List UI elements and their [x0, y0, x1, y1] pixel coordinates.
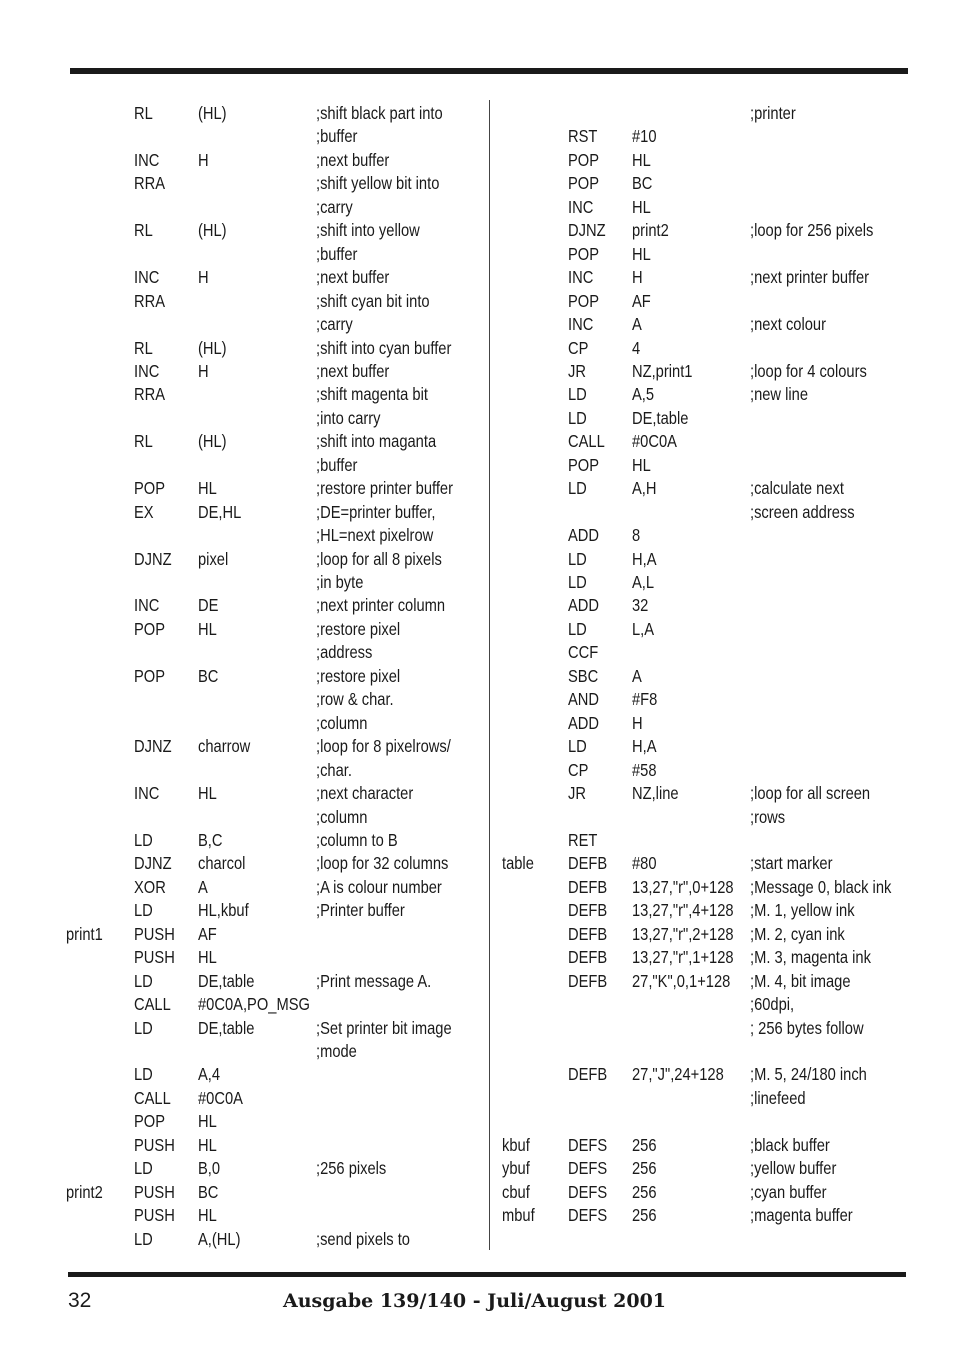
listing-comment: ;M. 1, yellow ink — [750, 900, 855, 921]
listing-opcode: RL — [134, 337, 153, 358]
listing-opcode: RRA — [134, 290, 166, 311]
listing-operand: A — [632, 665, 642, 686]
listing-comment: ;A is colour number — [316, 876, 442, 897]
listing-comment: ;M. 5, 24/180 inch — [750, 1064, 867, 1085]
listing-comment: ;char. — [316, 759, 352, 780]
listing-operand: #0C0A — [198, 1087, 243, 1108]
listing-operand: BC — [198, 1181, 219, 1202]
listing-comment: ;DE=printer buffer, — [316, 501, 436, 522]
listing-operand: #58 — [632, 759, 657, 780]
listing-opcode: LD — [134, 1017, 153, 1038]
listing-comment: ;into carry — [316, 407, 381, 428]
listing-opcode: RL — [134, 103, 153, 123]
listing-opcode: CP — [568, 759, 589, 780]
listing-comment: ;screen address — [750, 501, 855, 522]
listing-comment: ;loop for 32 columns — [316, 853, 449, 874]
listing-comment: ;shift into cyan buffer — [316, 337, 452, 358]
listing-comment: ;start marker — [750, 853, 833, 874]
listing-comment: ;HL=next pixelrow — [316, 525, 434, 546]
listing-opcode: LD — [134, 970, 153, 991]
listing-opcode: ADD — [568, 525, 600, 546]
listing-opcode: LD — [568, 618, 587, 639]
listing-operand: #0C0A — [632, 431, 677, 452]
listing-operand: B,0 — [198, 1158, 221, 1179]
listing-opcode: CP — [568, 337, 589, 358]
listing-opcode: RRA — [134, 173, 166, 194]
listing-opcode: POP — [568, 149, 600, 170]
listing-opcode: POP — [134, 478, 166, 499]
listing-operand: NZ,print1 — [632, 360, 693, 381]
listing-operand: AF — [632, 290, 651, 311]
listing-comment: ;M. 2, cyan ink — [750, 923, 845, 944]
listing-opcode: DEFS — [568, 1205, 608, 1226]
listing-comment: ;shift into yellow — [316, 220, 420, 241]
listing-operand: print2 — [632, 220, 669, 241]
listing-operand: HL — [632, 196, 651, 217]
listing-operand: HL — [198, 618, 217, 639]
listing-opcode: AND — [568, 689, 600, 710]
listing-opcode: ADD — [568, 595, 600, 616]
listing-comment: ;next printer column — [316, 595, 446, 616]
listing-comment: ;printer — [750, 103, 796, 123]
listing-operand: A,4 — [198, 1064, 221, 1085]
listing-operand: H — [632, 712, 643, 733]
listing-operand: H — [198, 149, 209, 170]
listing-comment: ;column to B — [316, 829, 398, 850]
listing-operand: HL — [198, 1205, 217, 1226]
listing-opcode: DEFB — [568, 876, 608, 897]
listing-operand: HL — [198, 1134, 217, 1155]
listing-opcode: POP — [134, 618, 166, 639]
listing-operand: HL — [632, 454, 651, 475]
listing-comment: ;address — [316, 642, 373, 663]
listing-operand: A,H — [632, 478, 657, 499]
listing-opcode: RST — [568, 126, 598, 147]
listing-opcode: PUSH — [134, 1205, 175, 1226]
listing-opcode: PUSH — [134, 1134, 175, 1155]
listing-comment: ; 256 bytes follow — [750, 1017, 864, 1038]
listing-operand: A — [198, 876, 208, 897]
top-rule — [70, 68, 908, 74]
listing-operand: H,A — [632, 736, 657, 757]
listing-label: ybuf — [502, 1158, 530, 1179]
listing-opcode: LD — [134, 1158, 153, 1179]
listing-operand: DE — [198, 595, 219, 616]
listing-operand: DE,table — [632, 407, 689, 428]
issue-title: Ausgabe 139/140 - Juli/August 2001 — [283, 1290, 667, 1312]
listing-comment: ;mode — [316, 1041, 357, 1061]
listing-opcode: RL — [134, 431, 153, 452]
listing-opcode: CALL — [568, 431, 605, 452]
listing-comment: ;Message 0, black ink — [750, 876, 892, 897]
listing-operand: H,A — [632, 548, 657, 569]
listing-comment: ;60dpi, — [750, 994, 795, 1015]
listing-opcode: CALL — [134, 994, 171, 1015]
listing-operand: HL — [198, 783, 217, 804]
listing-operand: DE,HL — [198, 501, 242, 522]
listing-comment: ;row & char. — [316, 689, 394, 710]
listing-comment: ;send pixels to — [316, 1228, 410, 1249]
listing-comment: ;calculate next — [750, 478, 844, 499]
listing-operand: #F8 — [632, 689, 658, 710]
listing-comment: ;next character — [316, 783, 414, 804]
listing-comment: ;cyan buffer — [750, 1181, 827, 1202]
listing-operand: L,A — [632, 618, 655, 639]
listing-opcode: DEFB — [568, 923, 608, 944]
listing-comment: ;buffer — [316, 454, 358, 475]
listing-opcode: LD — [134, 1228, 153, 1249]
column-divider — [489, 100, 490, 1250]
listing-operand: H — [632, 267, 643, 288]
listing-operand: HL — [632, 243, 651, 264]
listing-opcode: LD — [568, 407, 587, 428]
listing-opcode: LD — [568, 736, 587, 757]
listing-opcode: LD — [568, 548, 587, 569]
listing-opcode: DEFB — [568, 1064, 608, 1085]
listing-opcode: RL — [134, 220, 153, 241]
listing-operand: AF — [198, 923, 217, 944]
listing-comment: ;shift yellow bit into — [316, 173, 440, 194]
listing-opcode: JR — [568, 360, 586, 381]
listing-operand: 13,27,"r",2+128 — [632, 923, 734, 944]
listing-opcode: INC — [568, 314, 594, 335]
listing-opcode: PUSH — [134, 947, 175, 968]
listing-operand: pixel — [198, 548, 229, 569]
listing-comment: ;restore pixel — [316, 618, 401, 639]
listing-opcode: POP — [134, 665, 166, 686]
listing-operand: A,(HL) — [198, 1228, 241, 1249]
listing-opcode: LD — [568, 478, 587, 499]
listing-operand: A — [632, 314, 642, 335]
listing-operand: #80 — [632, 853, 657, 874]
listing-operand: 4 — [632, 337, 641, 358]
listing-comment: ;256 pixels — [316, 1158, 387, 1179]
listing-comment: ;buffer — [316, 126, 358, 147]
listing-operand: charcol — [198, 853, 246, 874]
listing-operand: 32 — [632, 595, 649, 616]
listing-opcode: POP — [568, 243, 600, 264]
listing-comment: ;magenta buffer — [750, 1205, 853, 1226]
listing-opcode: DEFB — [568, 970, 608, 991]
listing-operand: BC — [198, 665, 219, 686]
listing-comment: ;loop for 4 colours — [750, 360, 867, 381]
listing-operand: (HL) — [198, 337, 227, 358]
listing-label: kbuf — [502, 1134, 530, 1155]
listing-operand: 256 — [632, 1181, 657, 1202]
listing-opcode: DJNZ — [134, 736, 172, 757]
listing-comment: ;M. 3, magenta ink — [750, 947, 871, 968]
listing-opcode: INC — [134, 149, 160, 170]
listing-opcode: LD — [568, 572, 587, 592]
listing-operand: B,C — [198, 829, 223, 850]
listing-opcode: LD — [134, 900, 153, 921]
listing-comment: ;shift black part into — [316, 103, 443, 123]
listing-comment: ;M. 4, bit image — [750, 970, 851, 991]
listing-operand: DE,table — [198, 970, 255, 991]
listing-comment: ;Printer buffer — [316, 900, 405, 921]
listing-opcode: POP — [568, 173, 600, 194]
listing-comment: ;black buffer — [750, 1134, 830, 1155]
listing-comment: ;carry — [316, 314, 353, 335]
listing-comment: ;loop for all screen — [750, 783, 871, 804]
listing-comment: ;carry — [316, 196, 353, 217]
listing-opcode: INC — [568, 196, 594, 217]
listing-comment: ;loop for all 8 pixels — [316, 548, 442, 569]
listing-operand: HL — [632, 149, 651, 170]
listing-opcode: DEFB — [568, 853, 608, 874]
listing-opcode: POP — [568, 290, 600, 311]
listing-operand: A,L — [632, 572, 655, 592]
listing-comment: ;buffer — [316, 243, 358, 264]
listing-opcode: JR — [568, 783, 586, 804]
listing-operand: 13,27,"r",0+128 — [632, 876, 734, 897]
listing-label: table — [502, 853, 534, 874]
listing-operand: H — [198, 267, 209, 288]
listing-comment: ;loop for 8 pixelrows/ — [316, 736, 451, 757]
listing-opcode: CCF — [568, 642, 599, 663]
listing-opcode: POP — [134, 1111, 166, 1132]
listing-comment: ;loop for 256 pixels — [750, 220, 874, 241]
listing-comment: ;Set printer bit image — [316, 1017, 452, 1038]
listing-opcode: EX — [134, 501, 154, 522]
listing-opcode: LD — [568, 384, 587, 405]
listing-comment: ;next buffer — [316, 267, 390, 288]
listing-comment: ;next buffer — [316, 360, 390, 381]
listing-comment: ;column — [316, 712, 368, 733]
listing-opcode: PUSH — [134, 923, 175, 944]
listing-opcode: SBC — [568, 665, 599, 686]
listing-operand: HL,kbuf — [198, 900, 249, 921]
listing-label: print2 — [66, 1181, 103, 1202]
listing-operand: HL — [198, 1111, 217, 1132]
listing-operand: DE,table — [198, 1017, 255, 1038]
listing-operand: (HL) — [198, 220, 227, 241]
listing-operand: 13,27,"r",1+128 — [632, 947, 734, 968]
listing-opcode: POP — [568, 454, 600, 475]
listing-opcode: DJNZ — [568, 220, 606, 241]
listing-opcode: RRA — [134, 384, 166, 405]
listing-operand: 8 — [632, 525, 641, 546]
listing-comment: ;next buffer — [316, 149, 390, 170]
listing-operand: #0C0A,PO_MSG — [198, 994, 310, 1015]
listing-opcode: XOR — [134, 876, 166, 897]
listing-comment: ;yellow buffer — [750, 1158, 837, 1179]
listing-operand: 27,"K",0,1+128 — [632, 970, 731, 991]
listing-operand: HL — [198, 947, 217, 968]
listing-comment: ;rows — [750, 806, 786, 827]
listing-comment: ;shift cyan bit into — [316, 290, 430, 311]
listing-operand: (HL) — [198, 431, 227, 452]
listing-operand: charrow — [198, 736, 251, 757]
listing-operand: 27,"J",24+128 — [632, 1064, 724, 1085]
listing-comment: ;shift into maganta — [316, 431, 437, 452]
listing-comment: ;Print message A. — [316, 970, 432, 991]
listing-operand: 256 — [632, 1134, 657, 1155]
listing-opcode: PUSH — [134, 1181, 175, 1202]
listing-opcode: INC — [134, 267, 160, 288]
listing-comment: ;next colour — [750, 314, 826, 335]
listing-operand: 256 — [632, 1158, 657, 1179]
listing-comment: ;shift magenta bit — [316, 384, 428, 405]
listing-comment: ;linefeed — [750, 1087, 806, 1108]
listing-opcode: RET — [568, 829, 598, 850]
listing-operand: NZ,line — [632, 783, 679, 804]
listing-opcode: LD — [134, 1064, 153, 1085]
listing-opcode: DJNZ — [134, 853, 172, 874]
listing-opcode: ADD — [568, 712, 600, 733]
listing-comment: ;next printer buffer — [750, 267, 870, 288]
listing-opcode: INC — [134, 360, 160, 381]
listing-comment: ;in byte — [316, 572, 364, 592]
bottom-rule — [68, 1272, 906, 1277]
listing-operand: A,5 — [632, 384, 655, 405]
listing-opcode: DEFS — [568, 1181, 608, 1202]
listing-opcode: INC — [568, 267, 594, 288]
page-number: 32 — [68, 1289, 92, 1312]
listing-opcode: DEFS — [568, 1158, 608, 1179]
listing-comment: ;new line — [750, 384, 809, 405]
listing-opcode: INC — [134, 595, 160, 616]
listing-opcode: DEFB — [568, 900, 608, 921]
listing-opcode: INC — [134, 783, 160, 804]
listing-label: cbuf — [502, 1181, 530, 1202]
listing-opcode: CALL — [134, 1087, 171, 1108]
listing-operand: H — [198, 360, 209, 381]
listing-operand: BC — [632, 173, 653, 194]
listing-opcode: DJNZ — [134, 548, 172, 569]
listing-operand: (HL) — [198, 103, 227, 123]
listing-label: mbuf — [502, 1205, 535, 1226]
listing-opcode: DEFS — [568, 1134, 608, 1155]
listing-label: print1 — [66, 923, 103, 944]
listing-comment: ;column — [316, 806, 368, 827]
listing-operand: #10 — [632, 126, 657, 147]
listing-operand: 256 — [632, 1205, 657, 1226]
listing-comment: ;restore pixel — [316, 665, 401, 686]
listing-opcode: DEFB — [568, 947, 608, 968]
listing-operand: 13,27,"r",4+128 — [632, 900, 734, 921]
listing-opcode: LD — [134, 829, 153, 850]
listing-comment: ;restore printer buffer — [316, 478, 453, 499]
listing-operand: HL — [198, 478, 217, 499]
